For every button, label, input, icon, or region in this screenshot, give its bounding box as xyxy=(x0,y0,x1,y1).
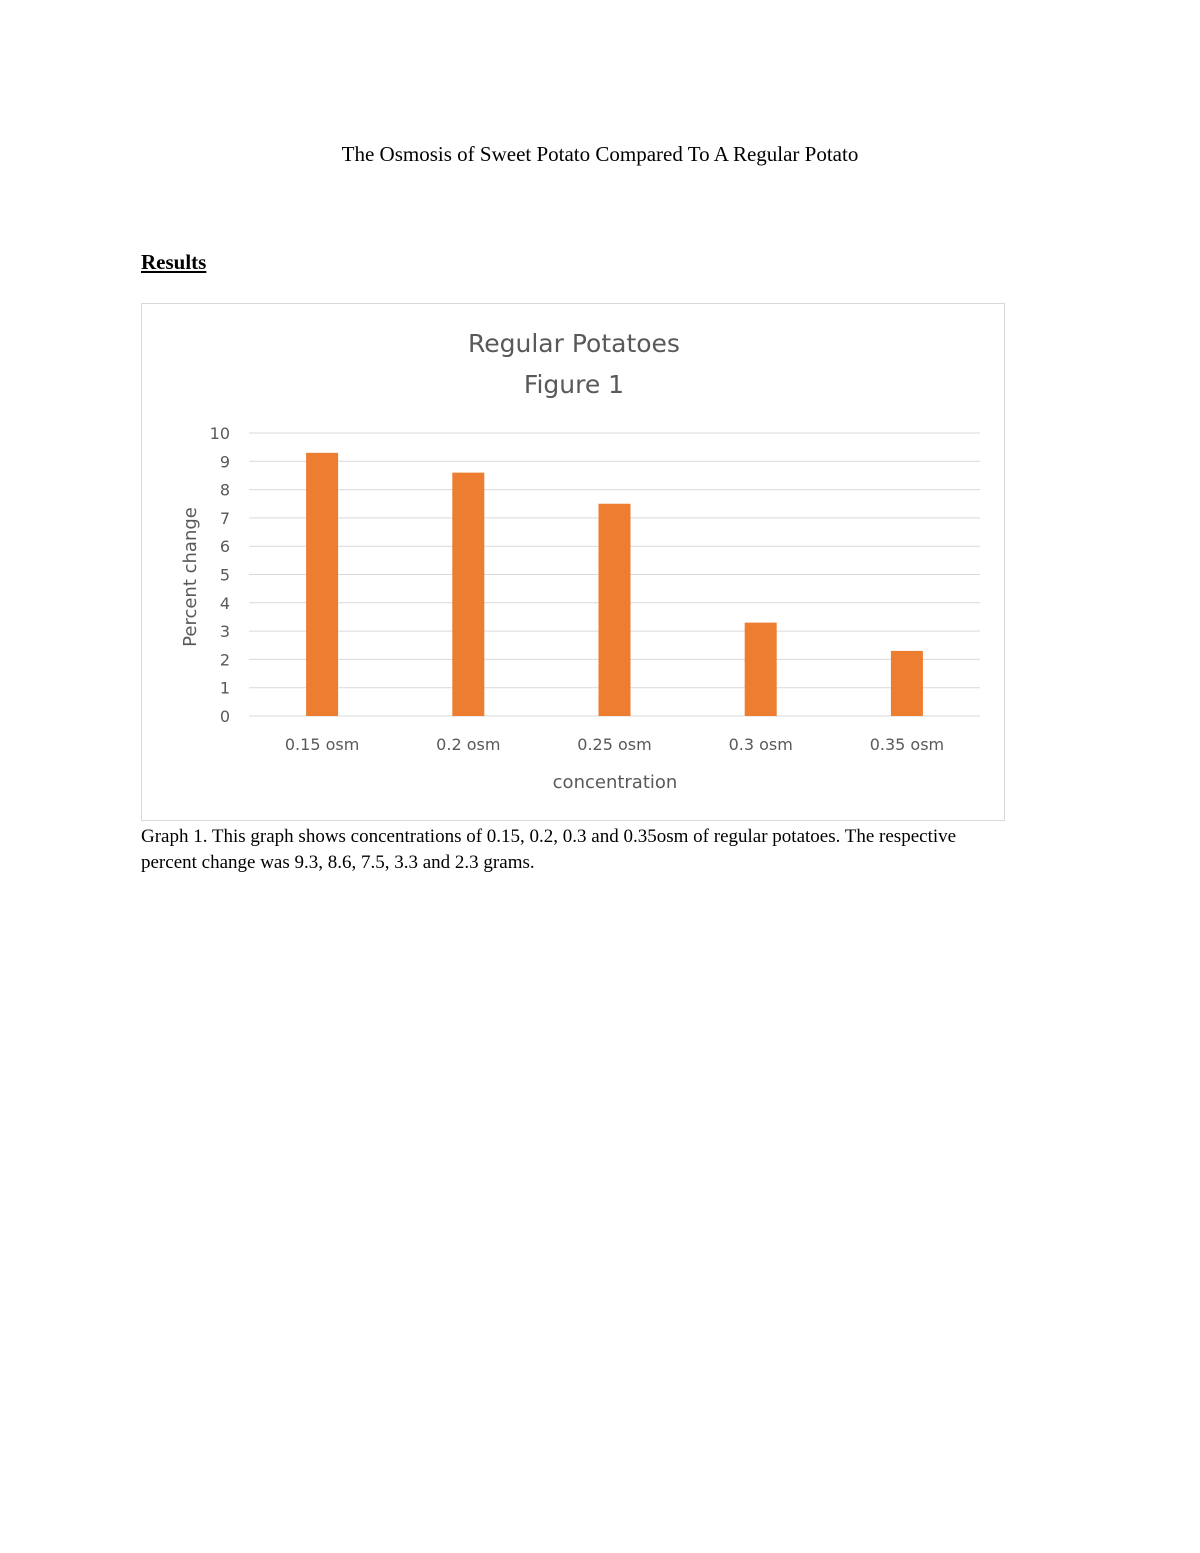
bar xyxy=(891,651,923,716)
x-axis-label: concentration xyxy=(552,772,678,793)
chart-subtitle: Figure 1 xyxy=(523,370,625,399)
x-tick-label: 0.35 osm xyxy=(869,735,945,754)
x-tick-label: 0.15 osm xyxy=(284,735,360,754)
y-tick-label: 10 xyxy=(209,424,230,443)
x-tick-label: 0.3 osm xyxy=(728,735,793,754)
graph-caption: Graph 1. This graph shows concentrations of 0.15, 0.2, 0.3 and 0.35osm of regular potatoes. The respective percent change was 9.3, 8.6, 7.5, 3.3 and 2.3 grams. xyxy=(141,826,957,873)
y-tick-label: 8 xyxy=(219,480,230,500)
y-tick-label: 6 xyxy=(219,537,230,557)
bars xyxy=(306,453,923,716)
y-tick-label: 2 xyxy=(219,650,230,670)
bar xyxy=(599,504,631,716)
y-tick-label: 3 xyxy=(219,622,230,642)
document-title: The Osmosis of Sweet Potato Compared To A Regular Potato xyxy=(341,142,859,166)
x-tick-label: 0.25 osm xyxy=(577,735,652,754)
x-axis-ticks xyxy=(285,735,944,754)
bar xyxy=(452,473,484,716)
y-tick-label: 9 xyxy=(219,452,230,472)
y-tick-label: 7 xyxy=(219,508,230,528)
y-tick-label: 5 xyxy=(219,565,230,585)
bar xyxy=(306,453,338,716)
bar-chart xyxy=(141,303,1005,821)
chart-title: Regular Potatoes xyxy=(468,329,680,358)
y-tick-label: 0 xyxy=(219,707,230,726)
y-tick-label: 4 xyxy=(219,593,230,613)
y-tick-label: 1 xyxy=(219,678,230,698)
chart-svg xyxy=(142,304,1004,820)
y-axis-ticks xyxy=(210,424,230,726)
bar xyxy=(745,623,777,716)
y-axis-label: Percent change xyxy=(180,507,201,647)
x-tick-label: 0.2 osm xyxy=(436,735,501,754)
results-heading: Results xyxy=(141,250,207,274)
